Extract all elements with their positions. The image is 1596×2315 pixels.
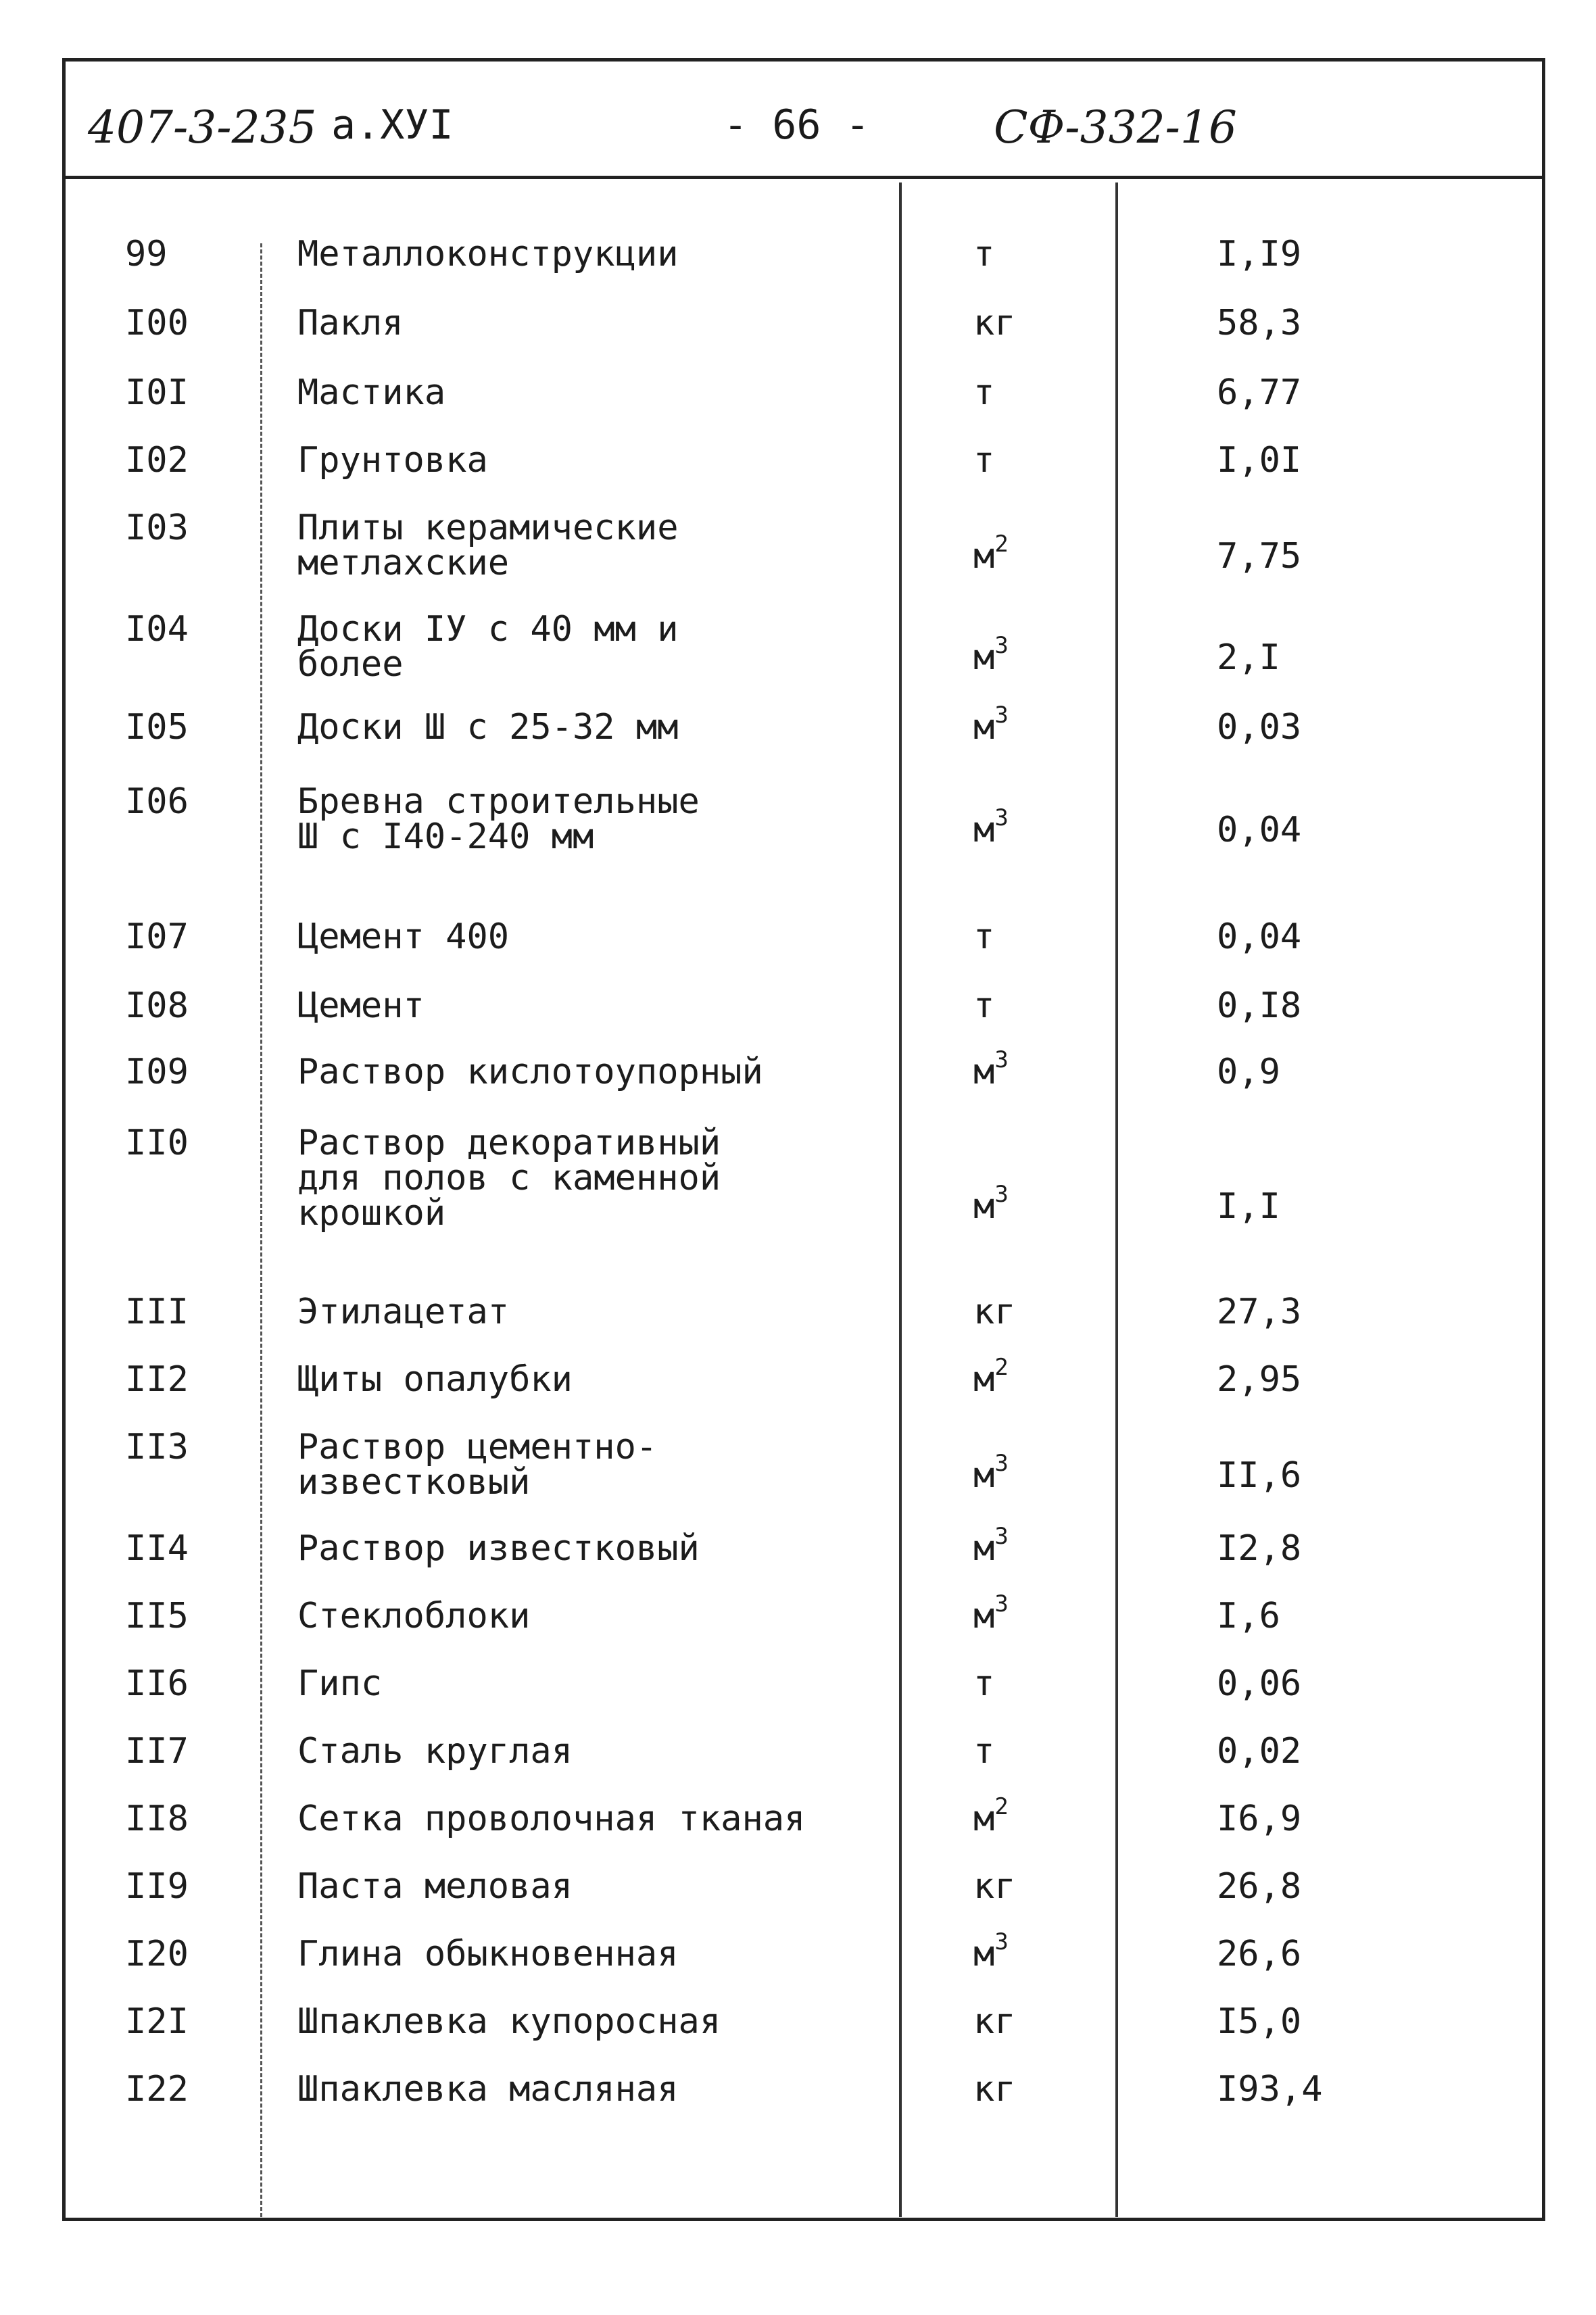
row-number: I06 xyxy=(125,781,189,822)
unit-of-measure xyxy=(973,804,1009,850)
quantity: II,6 xyxy=(1217,1455,1302,1496)
unit-of-measure xyxy=(973,234,995,274)
row-number: I08 xyxy=(125,985,189,1026)
quantity: 6,77 xyxy=(1217,372,1302,413)
material-name: Раствор цементно- известковый xyxy=(297,1427,658,1503)
material-name: Паста меловая xyxy=(297,1866,573,1907)
material-name: Глина обыкновенная xyxy=(297,1934,679,1974)
unit-exponent: 3 xyxy=(994,631,1009,659)
column-divider-name xyxy=(899,182,902,2217)
album-number: а.ХУI xyxy=(331,101,454,149)
material-name: Доски IУ с 40 мм и более xyxy=(297,609,679,685)
material-name: Шпаклевка купоросная xyxy=(297,2001,721,2042)
unit-exponent: 3 xyxy=(994,1180,1009,1208)
column-divider-unit xyxy=(1115,182,1118,2217)
unit-base: кг xyxy=(973,1292,1016,1332)
material-name: Мастика xyxy=(297,372,446,413)
unit-base: м xyxy=(973,810,995,850)
row-number: I02 xyxy=(125,440,189,481)
unit-of-measure xyxy=(973,1731,995,1772)
row-number: I22 xyxy=(125,2069,189,2110)
row-number: II5 xyxy=(125,1596,189,1636)
unit-exponent: 2 xyxy=(994,530,1009,558)
quantity: I,I9 xyxy=(1217,234,1302,274)
quantity: I6,9 xyxy=(1217,1799,1302,1839)
material-name: Бревна строительные Ш с I40-240 мм xyxy=(297,781,700,857)
column-divider-num xyxy=(260,243,262,2217)
quantity: 2,95 xyxy=(1217,1359,1302,1400)
material-name: Плиты керамические метлахские xyxy=(297,508,679,583)
row-number: I07 xyxy=(125,917,189,957)
row-number: I03 xyxy=(125,508,189,548)
unit-of-measure xyxy=(973,1663,995,1704)
material-name: Раствор кислотоупорный xyxy=(297,1052,763,1092)
quantity: 0,9 xyxy=(1217,1052,1280,1092)
quantity: I93,4 xyxy=(1217,2069,1323,2110)
unit-of-measure xyxy=(973,372,995,413)
unit-exponent: 2 xyxy=(994,1793,1009,1820)
unit-base: м xyxy=(973,1596,995,1636)
material-name: Стеклоблоки xyxy=(297,1596,531,1636)
quantity: 0,04 xyxy=(1217,810,1302,850)
unit-exponent: 3 xyxy=(994,1046,1009,1073)
material-name: Гипс xyxy=(297,1663,383,1704)
unit-of-measure xyxy=(973,1866,1016,1907)
unit-of-measure xyxy=(973,1590,1009,1636)
quantity: I,6 xyxy=(1217,1596,1280,1636)
unit-exponent: 2 xyxy=(994,1353,1009,1381)
row-number: II0 xyxy=(125,1123,189,1163)
unit-exponent: 3 xyxy=(994,1449,1009,1477)
quantity: I,0I xyxy=(1217,440,1302,481)
material-name: Сталь круглая xyxy=(297,1731,573,1772)
page-number: - 66 - xyxy=(723,101,870,149)
row-number: I00 xyxy=(125,303,189,343)
row-number: I04 xyxy=(125,609,189,650)
row-number: III xyxy=(125,1292,189,1332)
unit-of-measure xyxy=(973,1046,1009,1092)
unit-of-measure xyxy=(973,440,995,481)
unit-base: т xyxy=(973,917,995,957)
material-name: Раствор декоративный для полов с каменной крошкой xyxy=(297,1123,721,1234)
row-number: I05 xyxy=(125,707,189,748)
unit-exponent: 3 xyxy=(994,804,1009,831)
unit-base: м xyxy=(973,1455,995,1496)
material-name: Шпаклевка масляная xyxy=(297,2069,679,2110)
unit-exponent: 3 xyxy=(994,701,1009,729)
unit-of-measure xyxy=(973,701,1009,748)
quantity: 0,04 xyxy=(1217,917,1302,957)
quantity: I5,0 xyxy=(1217,2001,1302,2042)
doc-code: 407-3-235 xyxy=(88,101,317,153)
row-number: II9 xyxy=(125,1866,189,1907)
row-number: I0I xyxy=(125,372,189,413)
row-number: 99 xyxy=(125,234,168,274)
row-number: I09 xyxy=(125,1052,189,1092)
material-name: Цемент 400 xyxy=(297,917,510,957)
material-name: Щиты опалубки xyxy=(297,1359,573,1400)
row-number: I2I xyxy=(125,2001,189,2042)
unit-of-measure xyxy=(973,1180,1009,1227)
unit-of-measure xyxy=(973,631,1009,678)
material-name: Пакля xyxy=(297,303,404,343)
material-name: Цемент xyxy=(297,985,425,1026)
unit-base: т xyxy=(973,440,995,481)
row-number: I20 xyxy=(125,1934,189,1974)
quantity: 27,3 xyxy=(1217,1292,1302,1332)
unit-base: м xyxy=(973,536,995,577)
unit-base: т xyxy=(973,234,995,274)
unit-base: кг xyxy=(973,2069,1016,2110)
unit-base: кг xyxy=(973,1866,1016,1907)
material-name: Сетка проволочная тканая xyxy=(297,1799,806,1839)
quantity: 0,06 xyxy=(1217,1663,1302,1704)
unit-of-measure xyxy=(973,1353,1009,1400)
unit-base: м xyxy=(973,707,995,748)
material-name: Этилацетат xyxy=(297,1292,510,1332)
row-number: II6 xyxy=(125,1663,189,1704)
unit-base: кг xyxy=(973,303,1016,343)
unit-of-measure xyxy=(973,2069,1016,2110)
unit-of-measure xyxy=(973,1522,1009,1569)
quantity: 58,3 xyxy=(1217,303,1302,343)
unit-of-measure xyxy=(973,1928,1009,1974)
unit-base: кг xyxy=(973,2001,1016,2042)
unit-of-measure xyxy=(973,1793,1009,1839)
material-name: Металлоконструкции xyxy=(297,234,679,274)
material-name: Грунтовка xyxy=(297,440,488,481)
sheet-code: СФ-332-16 xyxy=(994,101,1237,153)
unit-base: т xyxy=(973,1731,995,1772)
unit-base: м xyxy=(973,1359,995,1400)
header-divider xyxy=(62,176,1545,179)
unit-base: т xyxy=(973,1663,995,1704)
row-number: II7 xyxy=(125,1731,189,1772)
unit-base: м xyxy=(973,637,995,678)
quantity: 2,I xyxy=(1217,637,1280,678)
unit-base: м xyxy=(973,1799,995,1839)
quantity: 0,03 xyxy=(1217,707,1302,748)
quantity: I2,8 xyxy=(1217,1528,1302,1569)
row-number: II4 xyxy=(125,1528,189,1569)
quantity: 7,75 xyxy=(1217,536,1302,577)
quantity: 0,02 xyxy=(1217,1731,1302,1772)
quantity: 26,8 xyxy=(1217,1866,1302,1907)
page-frame xyxy=(62,58,1545,2221)
unit-base: м xyxy=(973,1052,995,1092)
unit-of-measure xyxy=(973,303,1016,343)
material-name: Доски Ш с 25-32 мм xyxy=(297,707,679,748)
quantity: I,I xyxy=(1217,1186,1280,1227)
unit-exponent: 3 xyxy=(994,1522,1009,1550)
unit-of-measure xyxy=(973,530,1009,577)
unit-of-measure xyxy=(973,2001,1016,2042)
unit-of-measure xyxy=(973,1294,1016,1330)
row-number: II3 xyxy=(125,1427,189,1467)
quantity: 26,6 xyxy=(1217,1934,1302,1974)
unit-of-measure xyxy=(973,917,995,957)
unit-base: м xyxy=(973,1934,995,1974)
unit-base: м xyxy=(973,1186,995,1227)
unit-base: т xyxy=(973,985,995,1026)
unit-exponent: 3 xyxy=(994,1590,1009,1617)
row-number: II2 xyxy=(125,1359,189,1400)
unit-base: т xyxy=(973,372,995,413)
unit-of-measure xyxy=(973,985,995,1026)
quantity: 0,I8 xyxy=(1217,985,1302,1026)
unit-exponent: 3 xyxy=(994,1928,1009,1955)
row-number: II8 xyxy=(125,1799,189,1839)
material-name: Раствор известковый xyxy=(297,1528,700,1569)
unit-base: м xyxy=(973,1528,995,1569)
unit-of-measure xyxy=(973,1449,1009,1496)
